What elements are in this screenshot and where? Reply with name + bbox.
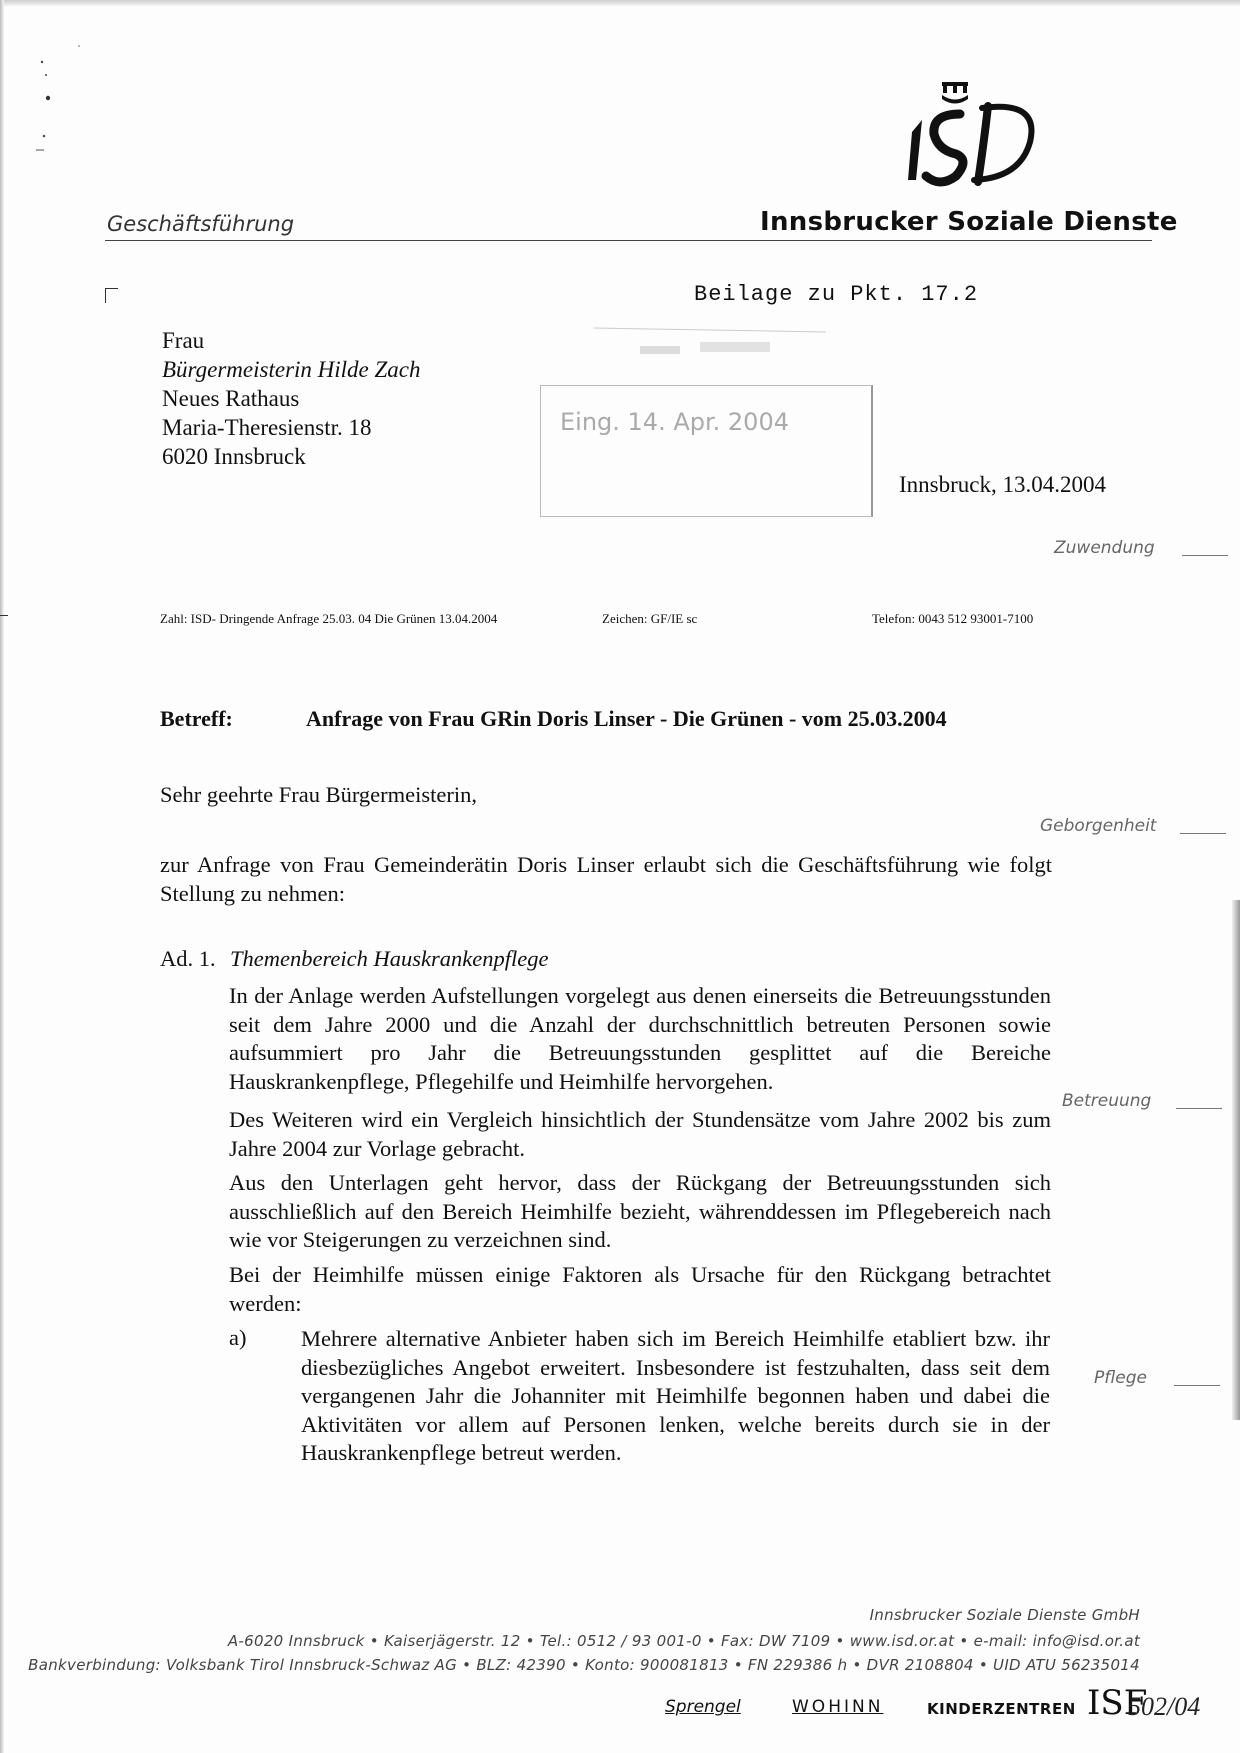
scan-edge-left bbox=[0, 0, 4, 1753]
scan-edge-top bbox=[0, 0, 1240, 6]
stamp-faint-marks bbox=[590, 322, 830, 366]
recipient-name: Bürgermeisterin Hilde Zach bbox=[162, 357, 421, 382]
footer-contact: A-6020 Innsbruck • Kaiserjägerstr. 12 • Tel.: 0512 / 93 001-0 • Fax: DW 7109 • www.isd.or.at • e-mail: info@isd.or.at bbox=[227, 1632, 1140, 1650]
brand-wohinn: WOHINN bbox=[792, 1697, 884, 1717]
body-paragraph bbox=[229, 982, 1051, 1096]
paragraph-text: Bei der Heimhilfe müssen einige Faktoren als Ursache für den Rückgang betrachtet werden: bbox=[229, 1262, 1051, 1316]
footer-company: Innsbrucker Soziale Dienste GmbH bbox=[869, 1606, 1140, 1624]
side-label-line bbox=[1182, 555, 1228, 556]
letter-date: Innsbruck, 13.04.2004 bbox=[899, 472, 1106, 497]
isd-logo bbox=[890, 80, 1050, 200]
side-label-line bbox=[1180, 833, 1226, 834]
subject-label: Betreff: bbox=[160, 706, 233, 731]
body-paragraph bbox=[229, 1106, 1051, 1163]
paragraph-text: Aus den Unterlagen geht hervor, dass der Rückgang der Betreuungsstunden sich ausschließlich auf den Bereich Heimhilfe bezieht, währenddessen im Pflegebereich nach wie vor Steigerungen zu verzeichnen sind. bbox=[229, 1170, 1051, 1252]
recipient-address bbox=[162, 326, 421, 471]
list-item-marker: a) bbox=[229, 1325, 247, 1350]
body-paragraph bbox=[229, 1261, 1051, 1318]
recipient-line: Neues Rathaus bbox=[162, 386, 300, 411]
side-label-geborgenheit: Geborgenheit bbox=[1040, 816, 1157, 836]
section-number: Ad. 1. bbox=[160, 946, 216, 971]
attachment-note: Beilage zu Pkt. 17.2 bbox=[694, 282, 979, 307]
received-stamp-text: Eing. 14. Apr. 2004 bbox=[560, 408, 789, 436]
company-name: Innsbrucker Soziale Dienste bbox=[760, 207, 1178, 237]
scan-specks bbox=[36, 40, 96, 160]
header-rule bbox=[105, 240, 1152, 241]
handwritten-number: 502/04 bbox=[1128, 1692, 1201, 1721]
recipient-line: Frau bbox=[162, 328, 205, 353]
recipient-line: Maria-Theresienstr. 18 bbox=[162, 415, 372, 440]
reference-zeichen: Zeichen: GF/IE sc bbox=[602, 611, 698, 626]
scan-tick-mark bbox=[0, 615, 8, 616]
paragraph-text: Des Weiteren wird ein Vergleich hinsichtlich der Stundensätze vom Jahre 2002 bis zum Jahre 2004 zur Vorlage gebracht. bbox=[229, 1107, 1051, 1161]
scan-edge-right bbox=[1232, 900, 1240, 1420]
recipient-line: 6020 Innsbruck bbox=[162, 444, 306, 469]
innsbruck-crown-icon bbox=[942, 82, 968, 104]
section-heading bbox=[160, 946, 548, 972]
side-label-line bbox=[1174, 1385, 1220, 1386]
list-item-text: Mehrere alternative Anbieter haben sich im Bereich Heimhilfe etabliert bzw. ihr diesbezügliches Angebot erweitert. Insbesondere ist festzuhalten, dass seit dem vergangenen Jahr die Johanniter mit Heimhilfe begonnen haben und dabei die Aktivitäten vor allem auf Personen lenken, welche bereits durch sie in der Hauskrankenpflege betreut werden. bbox=[301, 1326, 1050, 1465]
brand-sprengel: Sprengel bbox=[665, 1697, 741, 1717]
salutation: Sehr geehrte Frau Bürgermeisterin, bbox=[160, 782, 477, 807]
footer-bank: Bankverbindung: Volksbank Tirol Innsbruck-Schwaz AG • BLZ: 42390 • Konto: 900081813 • FN 229386 h • DVR 2108804 • UID ATU 56235014 bbox=[28, 1656, 1140, 1674]
side-label-betreuung: Betreuung bbox=[1062, 1091, 1152, 1111]
department-label: Geschäftsführung bbox=[107, 212, 295, 236]
subject-line bbox=[160, 706, 947, 732]
reference-zahl: Zahl: ISD- Dringende Anfrage 25.03. 04 Die Grünen 13.04.2004 bbox=[160, 611, 498, 626]
list-item bbox=[301, 1325, 1050, 1468]
body-paragraph bbox=[229, 1169, 1051, 1255]
address-corner-mark bbox=[105, 288, 118, 303]
side-label-pflege: Pflege bbox=[1094, 1368, 1147, 1388]
intro-text: zur Anfrage von Frau Gemeinderätin Doris Linser erlaubt sich die Geschäftsführung wie folgt Stellung zu nehmen: bbox=[160, 852, 1052, 906]
side-label-line bbox=[1176, 1108, 1222, 1109]
side-label-zuwendung: Zuwendung bbox=[1054, 538, 1155, 558]
received-stamp bbox=[540, 385, 873, 517]
reference-telefon: Telefon: 0043 512 93001-7100 bbox=[872, 611, 1034, 626]
brand-isf: ISF bbox=[1087, 1683, 1148, 1723]
intro-paragraph bbox=[160, 851, 1052, 908]
brand-kinderzentren: KINDERZENTREN bbox=[927, 1700, 1076, 1718]
section-title: Themenbereich Hauskrankenpflege bbox=[230, 946, 549, 971]
paragraph-text: In der Anlage werden Aufstellungen vorgelegt aus denen einerseits die Betreuungsstunden seit dem Jahre 2000 und die Anzahl der durchschnittlich betreuten Personen sowie aufsummiert pro Jahr die Betreuungsstunden gesplittet auf die Bereiche Hauskrankenpflege, Pflegehilfe und Heimhilfe hervorgehen. bbox=[229, 983, 1051, 1094]
subject-text: Anfrage von Frau GRin Doris Linser - Die Grünen - vom 25.03.2004 bbox=[306, 706, 947, 731]
